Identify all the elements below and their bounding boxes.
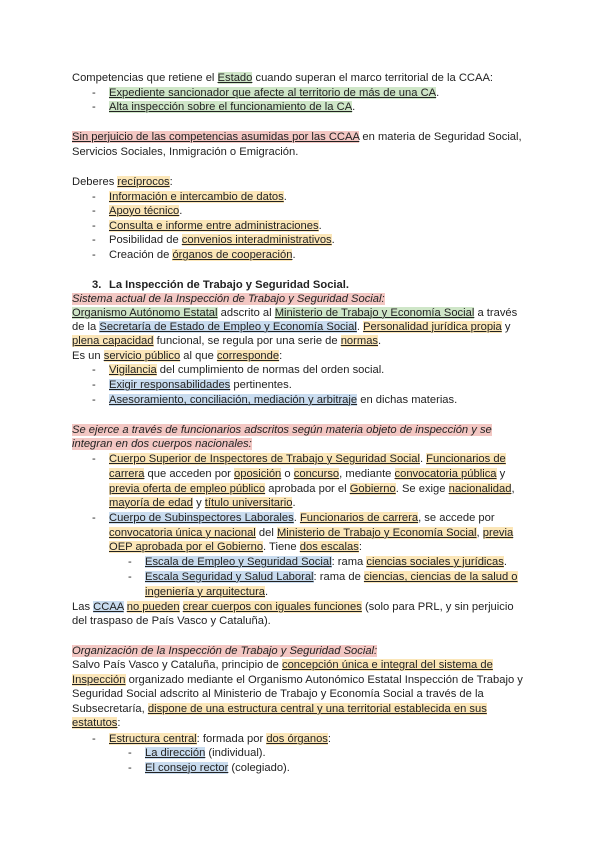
sub-list-item: Escala de Empleo y Seguridad Social: rama ciencias sociales y jurídicas. <box>145 556 507 568</box>
sub-list-item: Escala Seguridad y Salud Laboral: rama de ciencias, ciencias de la salud o <box>145 571 518 583</box>
deberes-intro: Deberes recíprocos: <box>72 176 173 188</box>
bullet-dash: - <box>128 571 132 583</box>
sub-list-item: El consejo rector (colegiado). <box>145 762 290 774</box>
list-item: Apoyo técnico. <box>109 205 183 217</box>
subheading-cont: integran en dos cuerpos nacionales: <box>72 438 252 450</box>
paragraph-line: Inspección organizado mediante el Organismo Autonómico Estatal Inspección de Trabajo y <box>72 674 523 686</box>
bullet-dash: - <box>92 453 96 465</box>
bullet-dash: - <box>92 234 96 246</box>
list-item: Alta inspección sobre el funcionamiento de la CA. <box>109 101 356 113</box>
list-item-cont: convocatoria única y nacional del Ministerio de Trabajo y Economía Social, previa <box>109 527 514 539</box>
list-item: Vigilancia del cumplimiento de normas del orden social. <box>109 364 385 376</box>
bullet-dash: - <box>92 220 96 232</box>
list-item: Consulta e informe entre administraciones. <box>109 220 322 232</box>
list-item: Creación de órganos de cooperación. <box>109 249 296 261</box>
paragraph-line: Salvo País Vasco y Cataluña, principio de concepción única e integral del sistema de <box>72 659 493 671</box>
list-item: Información e intercambio de datos. <box>109 191 287 203</box>
paragraph-line: de la Secretaría de Estado de Empleo y Economía Social. Personalidad jurídica propia y <box>72 321 511 333</box>
paragraph-line: Subsecretaría, dispone de una estructura central y una territorial establecida en sus <box>72 703 487 715</box>
bullet-dash: - <box>92 379 96 391</box>
paragraph-line: estatutos: <box>72 717 121 729</box>
bullet-dash: - <box>92 394 96 406</box>
list-item-cont: carrera que acceden por oposición o concurso, mediante convocatoria pública y <box>109 468 506 480</box>
subheading: Se ejerce a través de funcionarios adscritos según materia objeto de inspección y se <box>72 424 492 436</box>
bullet-dash: - <box>92 191 96 203</box>
list-item-cont: mayoría de edad y título universitario. <box>109 497 296 509</box>
section-number: 3. <box>92 279 102 291</box>
bullet-dash: - <box>92 364 96 376</box>
paragraph-line: Es un servicio público al que corresponde: <box>72 350 283 362</box>
bullet-dash: - <box>92 205 96 217</box>
competencias-ss-cont: Servicios Sociales, Inmigración o Emigración. <box>72 146 299 158</box>
bullet-dash: - <box>128 762 132 774</box>
paragraph-line: Organismo Autónomo Estatal adscrito al Ministerio de Trabajo y Economía Social a través <box>72 307 518 319</box>
subheading: Sistema actual de la Inspección de Trabajo y Seguridad Social: <box>72 293 385 305</box>
bullet-dash: - <box>92 87 96 99</box>
list-item: Estructura central: formada por dos órganos: <box>109 733 332 745</box>
list-item: Exigir responsabilidades pertinentes. <box>109 379 292 391</box>
paragraph-line: Las CCAA no pueden crear cuerpos con iguales funciones (solo para PRL, y sin perjuicio <box>72 601 514 613</box>
bullet-dash: - <box>92 249 96 261</box>
bullet-dash: - <box>128 556 132 568</box>
sub-list-item: La dirección (individual). <box>145 747 266 759</box>
list-item: Asesoramiento, conciliación, mediación y arbitraje en dichas materias. <box>109 394 458 406</box>
bullet-dash: - <box>92 101 96 113</box>
paragraph-line: Seguridad Social adscrito al Ministerio de Trabajo y Economía Social a través de la <box>72 688 484 700</box>
list-item: Posibilidad de convenios interadministrativos. <box>109 234 335 246</box>
subheading: Organización de la Inspección de Trabajo y Seguridad Social: <box>72 645 378 657</box>
paragraph-line: plena capacidad funcional, se regula por una serie de normas. <box>72 335 382 347</box>
bullet-dash: - <box>92 733 96 745</box>
paragraph-line: del traspaso de País Vasco y Cataluña). <box>72 615 271 627</box>
sub-list-item-cont: ingeniería y arquitectura. <box>145 586 269 598</box>
list-item-cont: previa oferta de empleo público aprobada por el Gobierno. Se exige nacionalidad, <box>109 483 515 495</box>
list-item-cont: OEP aprobada por el Gobierno. Tiene dos escalas: <box>109 541 362 553</box>
competencias-ss: Sin perjuicio de las competencias asumidas por las CCAA en materia de Seguridad Social, <box>72 131 522 143</box>
competencias-intro: Competencias que retiene el Estado cuando superan el marco territorial de la CCAA: <box>72 72 494 84</box>
bullet-dash: - <box>128 747 132 759</box>
list-item: Cuerpo Superior de Inspectores de Trabajo y Seguridad Social. Funcionarios de <box>109 453 506 465</box>
list-item: Expediente sancionador que afecte al territorio de más de una CA. <box>109 87 440 99</box>
bullet-dash: - <box>92 512 96 524</box>
section-heading: La Inspección de Trabajo y Seguridad Social. <box>109 279 349 291</box>
list-item: Cuerpo de Subinspectores Laborales. Funcionarios de carrera, se accede por <box>109 512 495 524</box>
